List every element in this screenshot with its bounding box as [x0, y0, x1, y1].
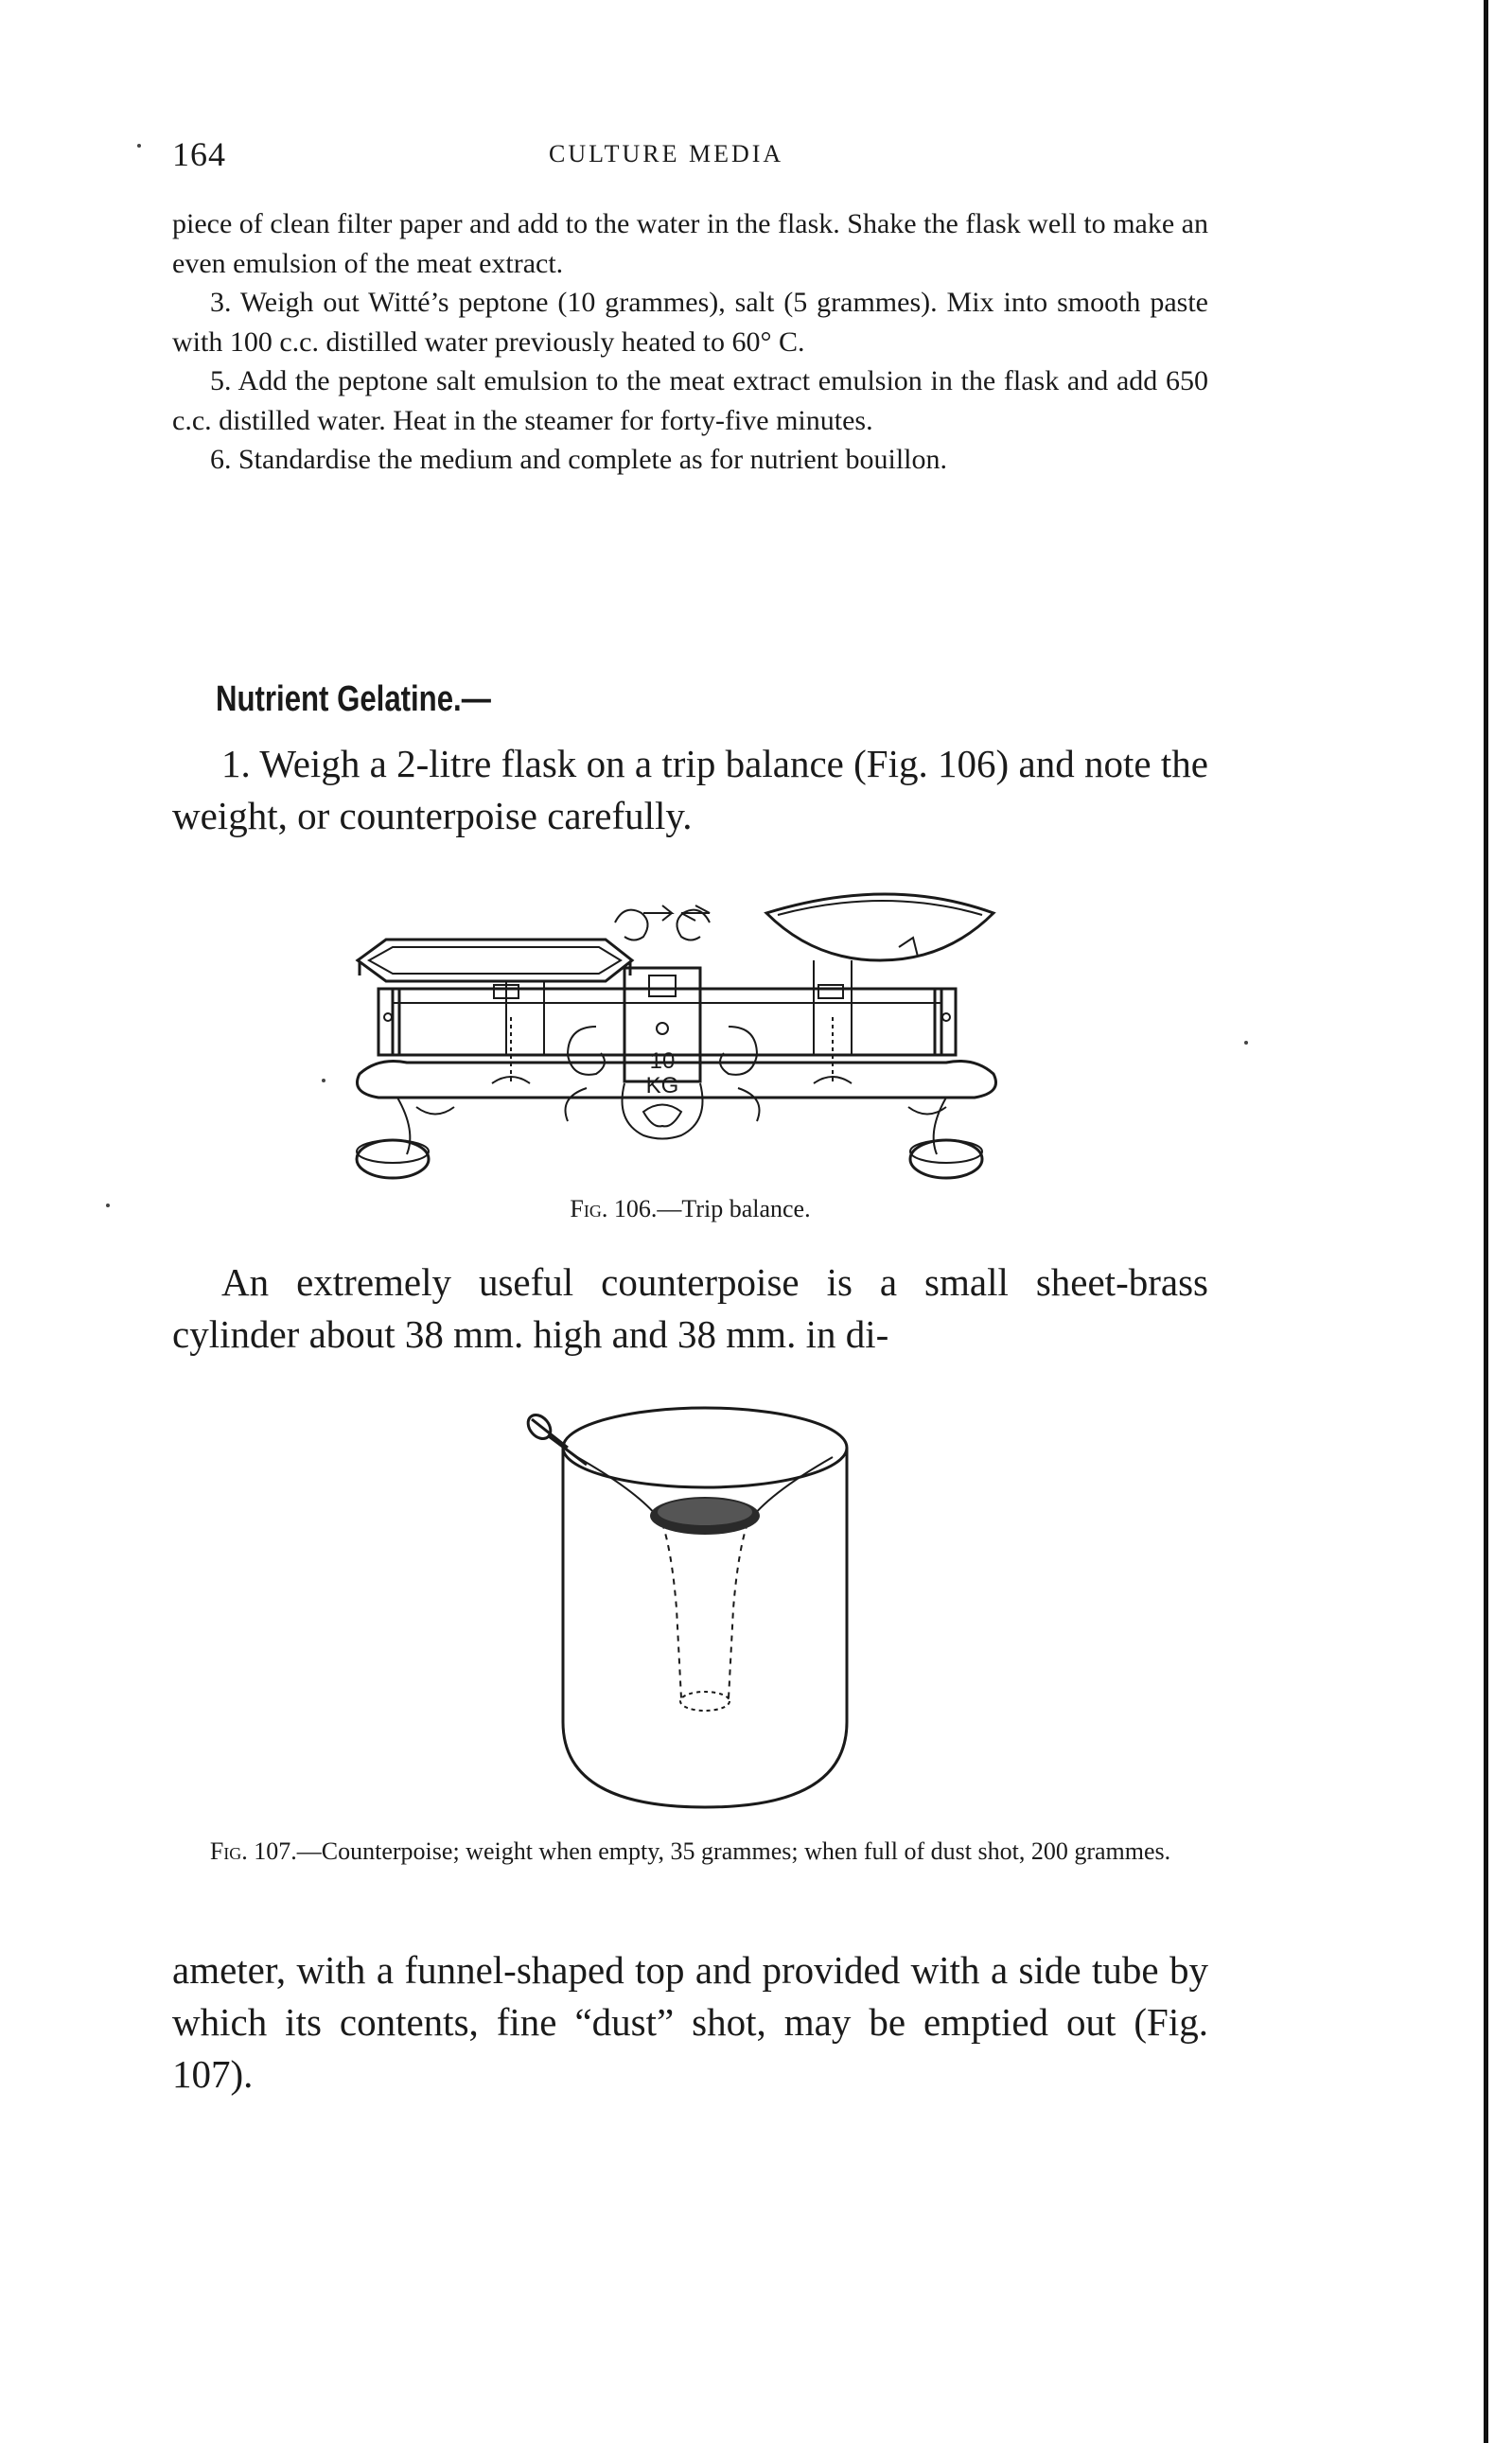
figure-107-caption	[172, 1837, 1208, 1866]
page-number: 164	[172, 135, 226, 173]
weight-label-bottom: KG	[645, 1073, 679, 1098]
step-5-paragraph: 5. Add the peptone salt emulsion to the meat extract emulsion in the flask and add 650 c.c. distilled water. Heat in the steamer for forty-five minutes.	[172, 365, 1208, 436]
step-1-paragraph: 1. Weigh a 2-litre flask on a trip balance (Fig. 106) and note the weight, or counterpoise carefully.	[172, 742, 1208, 837]
paragraph-2-block	[172, 1944, 1208, 2100]
figure-107-label: Fig. 107.	[209, 1837, 297, 1865]
scan-speck	[137, 144, 141, 148]
page-edge-rule	[1484, 0, 1488, 2443]
section-heading: Nutrient Gelatine.—	[216, 679, 491, 719]
top-section	[172, 204, 1208, 480]
figure-106-text: —Trip balance.	[657, 1195, 811, 1222]
continuation-paragraph: piece of clean filter paper and add to the water in the flask. Shake the flask well to make an even emulsion of the meat extract.	[172, 208, 1208, 279]
figure-106-label: Fig. 106.	[570, 1195, 658, 1222]
step-3-paragraph: 3. Weigh out Witté’s peptone (10 grammes), salt (5 grammes). Mix into smooth paste with 100 c.c. distilled water previously heated to 60° C.	[172, 287, 1208, 358]
figure-106-caption	[172, 1195, 1208, 1223]
paragraph-1: An extremely useful counterpoise is a small sheet-brass cylinder about 38 mm. high and 38 mm. in di-	[172, 1260, 1208, 1356]
step-6-paragraph: 6. Standardise the medium and complete as for nutrient bouillon.	[210, 444, 947, 475]
running-title: CULTURE MEDIA	[549, 140, 784, 167]
weight-label-top: 10	[649, 1048, 676, 1074]
trip-balance-figure	[341, 885, 1060, 1187]
scan-speck	[322, 1079, 325, 1082]
step-1-block	[172, 738, 1208, 842]
paragraph-2: ameter, with a funnel-shaped top and provided with a side tube by which its contents, fine “dust” shot, may be emptied out (Fig. 107).	[172, 1948, 1208, 2096]
scan-speck	[1244, 1041, 1248, 1045]
counterpoise-figure	[530, 1400, 861, 1817]
scan-speck	[106, 1204, 110, 1207]
figure-107-text: —Counterpoise; weight when empty, 35 grammes; when full of dust shot, 200 grammes.	[296, 1837, 1171, 1865]
paragraph-1-block	[172, 1257, 1208, 1361]
